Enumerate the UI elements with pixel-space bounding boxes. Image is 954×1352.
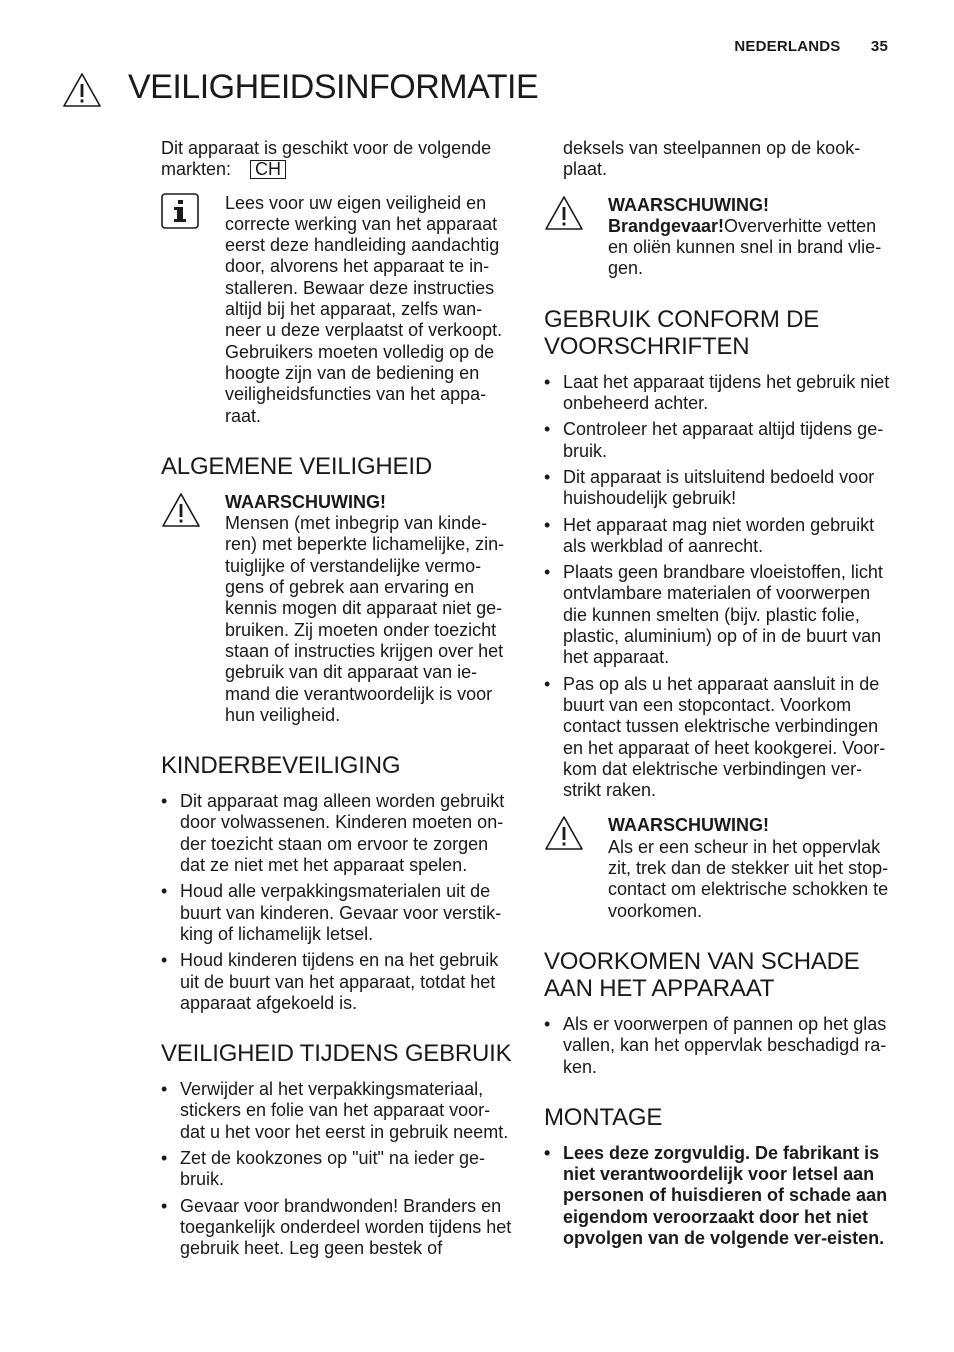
section-conform-use [544, 306, 898, 922]
warning-triangle-icon [62, 72, 102, 108]
warning-text [608, 216, 898, 280]
section-heading: ALGEMENE VEILIGHEID [161, 452, 432, 480]
page-number: 35 [870, 38, 888, 55]
section-heading: KINDERBEVEILIGING [161, 752, 401, 780]
bullet-list [544, 1014, 898, 1078]
continued-text: deksels van steelpannen op de kook-plaat. [563, 138, 861, 180]
bullet-list [161, 791, 513, 1014]
info-icon [161, 193, 199, 229]
page-title: VEILIGHEIDSINFORMATIE [128, 68, 539, 106]
list-item: • Het apparaat mag niet worden gebruikt als werkblad of aanrecht. [544, 515, 898, 558]
list-item: • Houd alle verpakkingsmaterialen uit de buurt van kinderen. Gevaar voor verstik-king of lichamelijk letsel. [161, 881, 513, 945]
intro-paragraph [161, 138, 513, 181]
section-heading: VOORKOMEN VAN SCHADE AAN HET APPARAAT [544, 947, 860, 1002]
section-child-safety [161, 752, 513, 1014]
list-item: • Dit apparaat mag alleen worden gebruikt door volwassenen. Kinderen moeten on-der toezicht staan om ervoor te zorgen dat ze niet met het apparaat spelen. [161, 791, 513, 876]
bullet-list [544, 1143, 898, 1249]
warning-label: WAARSCHUWING! [608, 815, 769, 836]
warning-body-text: Oververhitte vetten en oliën kunnen snel in brand vlie-gen. [608, 215, 882, 279]
warning-triangle-icon [544, 195, 584, 231]
warning-triangle-icon [161, 492, 201, 528]
page-header [734, 38, 888, 55]
info-note [161, 193, 513, 427]
bullet-list [161, 1079, 513, 1259]
info-note-text: Lees voor uw eigen veiligheid en correcte werking van het apparaat eerst deze handleiding aandachtig door, alvorens het apparaat te in-stalleren. Bewaar deze instructies altijd bij het apparaat, zelfs wan-neer u deze verplaatst of verkoopt. Gebruikers moeten volledig op de hoogte zijn van de bediening en veiligheidsfuncties van het appa-raat. [225, 192, 503, 426]
section-montage [544, 1104, 898, 1249]
section-heading: GEBRUIK CONFORM DE VOORSCHRIFTEN [544, 305, 820, 360]
warning-label: WAARSCHUWING! [608, 194, 769, 215]
list-item: • Lees deze zorgvuldig. De fabrikant is niet verantwoordelijk voor letsel aan personen of huisdieren of schade aan eigendom veroorzaakt door het niet opvolgen van de volgende ver-eisten. [544, 1143, 898, 1249]
section-general-safety [161, 453, 513, 726]
warning-note [161, 492, 513, 726]
warning-text: Mensen (met inbegrip van kinde-ren) met beperkte lichamelijke, zin-tuiglijke of verstandelijke vermo-gens of gebrek aan ervaring en kennis mogen dit apparaat niet ge-bruiken. Zij moeten onder toezicht staan of instructies krijgen over het gebruik van dit apparaat van ie-mand die verantwoordelijk is voor hun veiligheid. [225, 513, 505, 725]
section-heading: VEILIGHEID TIJDENS GEBRUIK [161, 1040, 512, 1068]
list-item: • Dit apparaat is uitsluitend bedoeld voor huishoudelijk gebruik! [544, 467, 898, 510]
list-item: • Pas op als u het apparaat aansluit in de buurt van een stopcontact. Voorkom contact tussen elektrische verbindingen en het apparaat of heet kookgerei. Voor-kom dat elektrische verbindingen ver-strikt raken. [544, 674, 898, 802]
warning-bold-text: Brandgevaar! [608, 215, 725, 236]
list-item: • Verwijder al het verpakkingsmateriaal, stickers en folie van het apparaat voor-dat u het voor het eerst in gebruik neemt. [161, 1079, 513, 1143]
left-column [161, 138, 513, 1264]
list-item: • Plaats geen brandbare vloeistoffen, licht ontvlambare materialen of voorwerpen die kunnen smelten (bijv. plastic folie, plastic, aluminium) op of in de buurt van het apparaat. [544, 562, 898, 668]
section-damage-prevention [544, 948, 898, 1078]
list-item: • Gevaar voor brandwonden! Branders en toegankelijk onderdeel worden tijdens het gebruik heet. Leg geen bestek of [161, 1196, 513, 1260]
fire-warning-note [544, 195, 898, 280]
list-item: • Controleer het apparaat altijd tijdens ge-bruik. [544, 419, 898, 462]
list-item: • Houd kinderen tijdens en na het gebruik uit de buurt van het apparaat, totdat het apparaat afgekoeld is. [161, 950, 513, 1014]
market-code: CH [250, 160, 286, 179]
warning-note [544, 815, 898, 921]
warning-text: Als er een scheur in het oppervlak zit, trek dan de stekker uit het stop-contact om elektrische schokken te voorkomen. [608, 836, 889, 921]
intro-text: Dit apparaat is geschikt voor de volgende markten: [161, 138, 492, 180]
list-item: • Als er voorwerpen of pannen op het glas vallen, kan het oppervlak beschadigd ra-ken. [544, 1014, 898, 1078]
section-usage-safety [161, 1040, 513, 1259]
warning-triangle-icon [544, 815, 584, 851]
language-label: NEDERLANDS [734, 38, 841, 55]
list-item: • Zet de kookzones op "uit" na ieder ge-bruik. [161, 1148, 513, 1191]
list-item: • Laat het apparaat tijdens het gebruik niet onbeheerd achter. [544, 372, 898, 415]
warning-label: WAARSCHUWING! [225, 491, 386, 512]
right-column [544, 138, 898, 1254]
section-heading: MONTAGE [544, 1103, 663, 1131]
bullet-list [544, 372, 898, 802]
